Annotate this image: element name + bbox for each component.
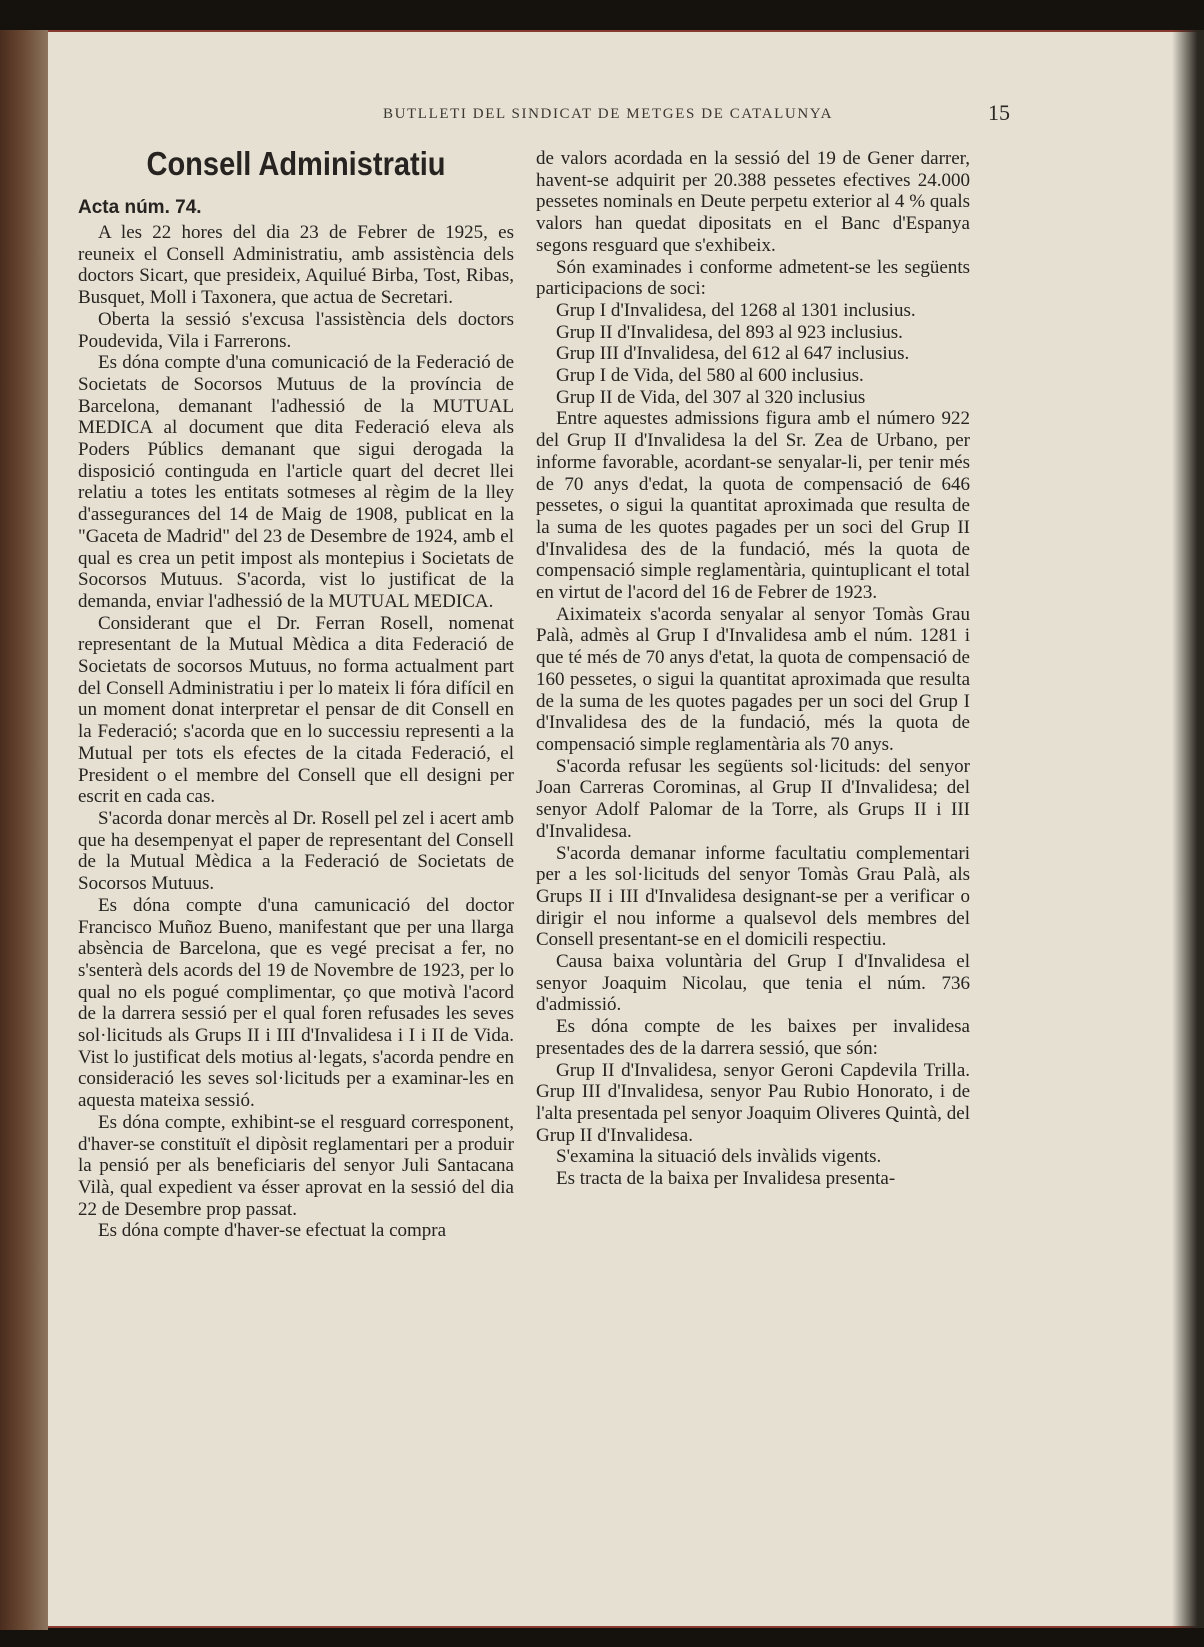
list-item: Grup III d'Invalidesa, del 612 al 647 inclusius. (556, 343, 910, 365)
page-edge-shadow (1172, 30, 1204, 1628)
right-column (536, 148, 970, 1190)
paragraph: Es dóna compte d'una camunicació del doctor Francisco Muñoz Bueno, manifestant que per una llarga absència de Barcelona, que es vegé precisat a fer, no s'senterà dels acords del 19 de Novembre de 1923, per lo qual no els pogué complimentar, ço que motivà l'acord de la darrera sessió per el qual foren refusades les seves sol·licituds als Grups II i III d'Invalidesa i I i II de Vida. Vist lo justificat dels motius al·legats, s'acorda pendre en consideració les seves sol·licituds per a examinar-les en aquesta mateixa sessió. (78, 894, 514, 1112)
paragraph: Es dóna compte, exhibint-se el resguard corresponent, d'haver-se constituït el dipòsit reglamentari per a produir la pensió per als beneficiaris del senyor Juli Santacana Vilà, qual expedient va ésser aprovat en la sessió del dia 22 de Desembre prop passat. (78, 1111, 514, 1220)
book-binding (0, 30, 48, 1630)
paragraph: Es tracta de la baixa per Invalidesa presenta- (556, 1168, 896, 1190)
page-top-border (48, 30, 1204, 32)
article-title: Consell Administratiu (146, 145, 446, 182)
paragraph: Aiximateix s'acorda senyalar al senyor Tomàs Grau Palà, admès al Grup I d'Invalidesa amb el núm. 1281 i que té més de 70 anys d'etat, la quota de compensació de 160 pessetes, o sigui la quantitat aproximada que resulta de la suma de les quotes pagades per un soci del Grup I d'Invalidesa des de la fundació, més la quota de compensació simple reglamentària als 70 anys. (536, 603, 970, 755)
paragraph: Oberta la sessió s'excusa l'assistència dels doctors Poudevida, Vila i Farrerons. (78, 308, 514, 352)
paragraph: Són examinades i conforme admetent-se les següents participacions de soci: (536, 256, 970, 300)
list-item: Grup II de Vida, del 307 al 320 inclusius (556, 386, 866, 408)
list-item: Grup II d'Invalidesa, del 893 al 923 inclusius. (556, 321, 903, 343)
page-number: 15 (988, 100, 1010, 125)
paragraph: Entre aquestes admissions figura amb el número 922 del Grup II d'Invalidesa la del Sr. Zea de Urbano, per informe favorable, acordant-se senyalar-li, per tenir més de 70 anys d'edat, la quota de compensació de 646 pessetes, o sigui la quantitat aproximada que resulta de la suma de les quotes pagades per un soci del Grup II d'Invalidesa des de la fundació, més la quota de compensació simple reglamentària, quintuplicant el total en virtut de l'acord del 16 de Febrer de 1923. (536, 408, 970, 604)
paragraph: Es dóna compte de les baixes per invalidesa presentades des de la darrera sessió, que són: (536, 1016, 970, 1059)
paragraph: de valors acordada en la sessió del 19 de Gener darrer, havent-se adquirit per 20.388 pessetes efectives 24.000 pessetes nominals en Deute perpetu exterior al 4 % quals valors han quedat dipositats en el Banc d'Espanya segons resguard que s'exhibeix. (536, 148, 970, 256)
paragraph: A les 22 hores del dia 23 de Febrer de 1925, es reuneix el Consell Administratiu, amb assistència dels doctors Sicart, que presideix, Aquilué Birba, Tost, Ribas, Busquet, Moll i Taxonera, que actua de Secretari. (78, 222, 514, 309)
list-item: Grup I d'Invalidesa, del 1268 al 1301 inclusius. (556, 299, 916, 321)
page-bottom-border (48, 1626, 1204, 1628)
paragraph: Es dóna compte d'haver-se efectuat la compra (98, 1220, 447, 1242)
paragraph: Considerant que el Dr. Ferran Rosell, nomenat representant de la Mutual Mèdica a dita Federació de Societats de socorsos Mutuus, no forma actualment part del Consell Administratiu i per lo mateix li fóra difícil en un moment donat interpretar el pensar de dit Consell en la Federació; s'acorda que en lo successiu representi a la Mutual per tots els efectes de la citada Federació, el President o el membre del Consell que ell designi per escrit en cada cas. (78, 612, 514, 808)
paragraph: S'examina la situació dels invàlids vigents. (556, 1146, 882, 1168)
paragraph: Es dóna compte d'una comunicació de la Federació de Societats de Socorsos Mutuus de la província de Barcelona, demanant l'adhessió de la MUTUAL MEDICA al document que dita Federació eleva als Poders Públics demanant que sigui derogada la disposició continguda en l'article quart del decret llei relatiu a totes les entitats sotmeses al règim de la lley d'assegurances del 14 de Maig de 1908, publicat en la "Gaceta de Madrid" del 23 de Desembre de 1924, amb el qual es crea un petit impost als montepius i Societats de Socorsos Mutuus. S'acorda, vist lo justificat de la demanda, enviar l'adhessió de la MUTUAL MEDICA. (78, 352, 514, 612)
paragraph: S'acorda refusar les següents sol·licituds: del senyor Joan Carreras Corominas, al Grup II d'Invalidesa; del senyor Adolf Palomar de la Torre, als Grups II i III d'Invalidesa. (536, 755, 970, 842)
running-header: BUTLLETI DEL SINDICAT DE METGES DE CATALUNYA (383, 106, 833, 122)
left-column (78, 142, 514, 1242)
acta-heading: Acta núm. 74. (78, 197, 202, 218)
document-page (48, 30, 1204, 1628)
paragraph: S'acorda donar mercès al Dr. Rosell pel zel i acert amb que ha desempenyat el paper de representant del Consell de la Mutual Mèdica a la Federació de Societats de Socorsos Mutuus. (78, 807, 514, 895)
paragraph: Grup II d'Invalidesa, senyor Geroni Capdevila Trilla. Grup III d'Invalidesa, senyor Pau Rubio Honorato, i de l'alta presentada pel senyor Joaquim Oliveres Quintà, del Grup II d'Invalidesa. (536, 1059, 970, 1146)
paragraph: Causa baixa voluntària del Grup I d'Invalidesa el senyor Joaquim Nicolau, que tenia el núm. 736 d'admissió. (536, 951, 970, 1016)
paragraph: S'acorda demanar informe facultatiu complementari per a les sol·licituds del senyor Tomàs Grau Palà, als Grups II i III d'Invalidesa designant-se per a verificar o dirigir el nou informe a qualsevol dels membres del Consell presentant-se en el domicili respectiu. (536, 842, 970, 951)
list-item: Grup I de Vida, del 580 al 600 inclusius. (556, 365, 864, 387)
